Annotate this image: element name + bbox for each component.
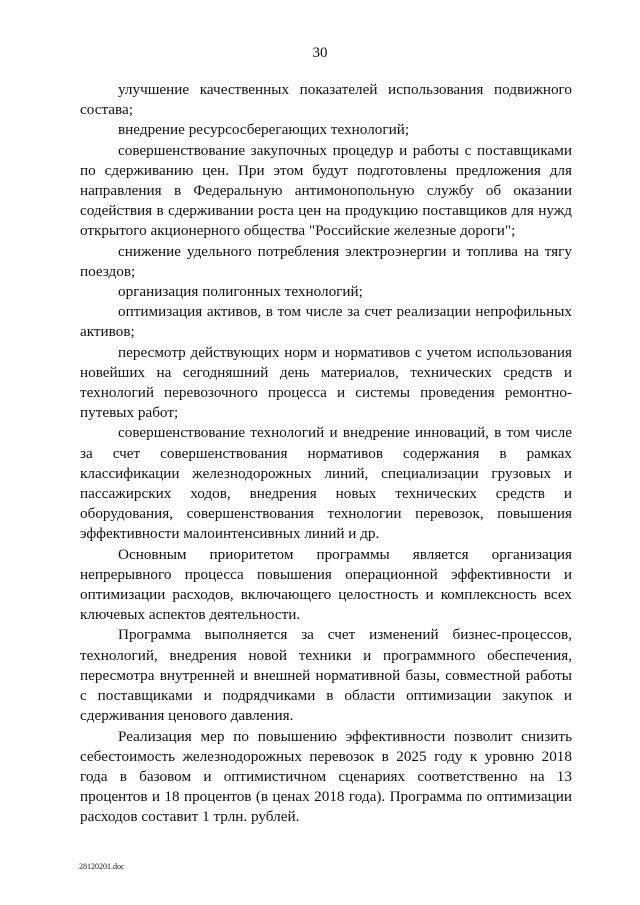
page-number: 30 <box>312 45 328 61</box>
paragraph-norms-review: пересмотр действующих норм и нормативов с учетом использования новейших на сегодняшний день материалов, технических средств и технологий перевозочного процесса и системы проведения ремонтно-путевых работ; <box>80 343 572 422</box>
paragraph-asset-optimization: оптимизация активов, в том числе за счет реализации непрофильных активов; <box>80 303 572 341</box>
paragraph-program-priority: Основным приоритетом программы является организация непрерывного процесса повышения операционной эффективности и оптимизации расходов, включающего целостность и комплексность всех ключевых аспектов деятельности. <box>80 545 572 624</box>
paragraph-rolling-stock: улучшение качественных показателей использования подвижного состава; <box>80 81 572 119</box>
document-body <box>80 80 572 828</box>
paragraph-efficiency-results: Реализация мер по повышению эффективности позволит снизить себестоимость железнодорожных перевозок в 2025 году к уровню 2018 года в базовом и оптимистичном сценариях соответственно на 13 процентов и 18 процентов (в ценах 2018 года). Программа по оптимизации расходов составит 1 трлн. рублей. <box>80 727 572 826</box>
paragraph-energy-consumption: снижение удельного потребления электроэнергии и топлива на тягу поездов; <box>80 242 572 280</box>
document-file-code: 28120201.doc <box>79 862 125 871</box>
paragraph-procurement: совершенствование закупочных процедур и работы с поставщиками по сдерживанию цен. При этом будут подготовлены предложения для направления в Федеральную антимонопольную службу об оказании содействия в сдерживании роста цен на продукцию поставщиков для нужд открытого акционерного общества "Российские железные дороги"; <box>80 141 572 240</box>
paragraph-polygon-technologies: организация полигонных технологий; <box>118 283 363 301</box>
paragraph-innovation: совершенствование технологий и внедрение инноваций, в том числе за счет совершенствования нормативов содержания в рамках классификации железнодорожных линий, специализации грузовых и пассажирских ходов, внедрения новых технических средств и оборудования, совершенствования технологии перевозок, повышения эффективности малоинтенсивных линий и др. <box>80 424 572 543</box>
paragraph-program-execution: Программа выполняется за счет изменений бизнес-процессов, технологий, внедрения новой техники и программного обеспечения, пересмотра внутренней и внешней нормативной базы, совместной работы с поставщиками и подрядчиками в области оптимизации закупок и сдерживания ценового давления. <box>80 626 572 725</box>
paragraph-resource-saving: внедрение ресурсосберегающих технологий; <box>118 121 410 139</box>
